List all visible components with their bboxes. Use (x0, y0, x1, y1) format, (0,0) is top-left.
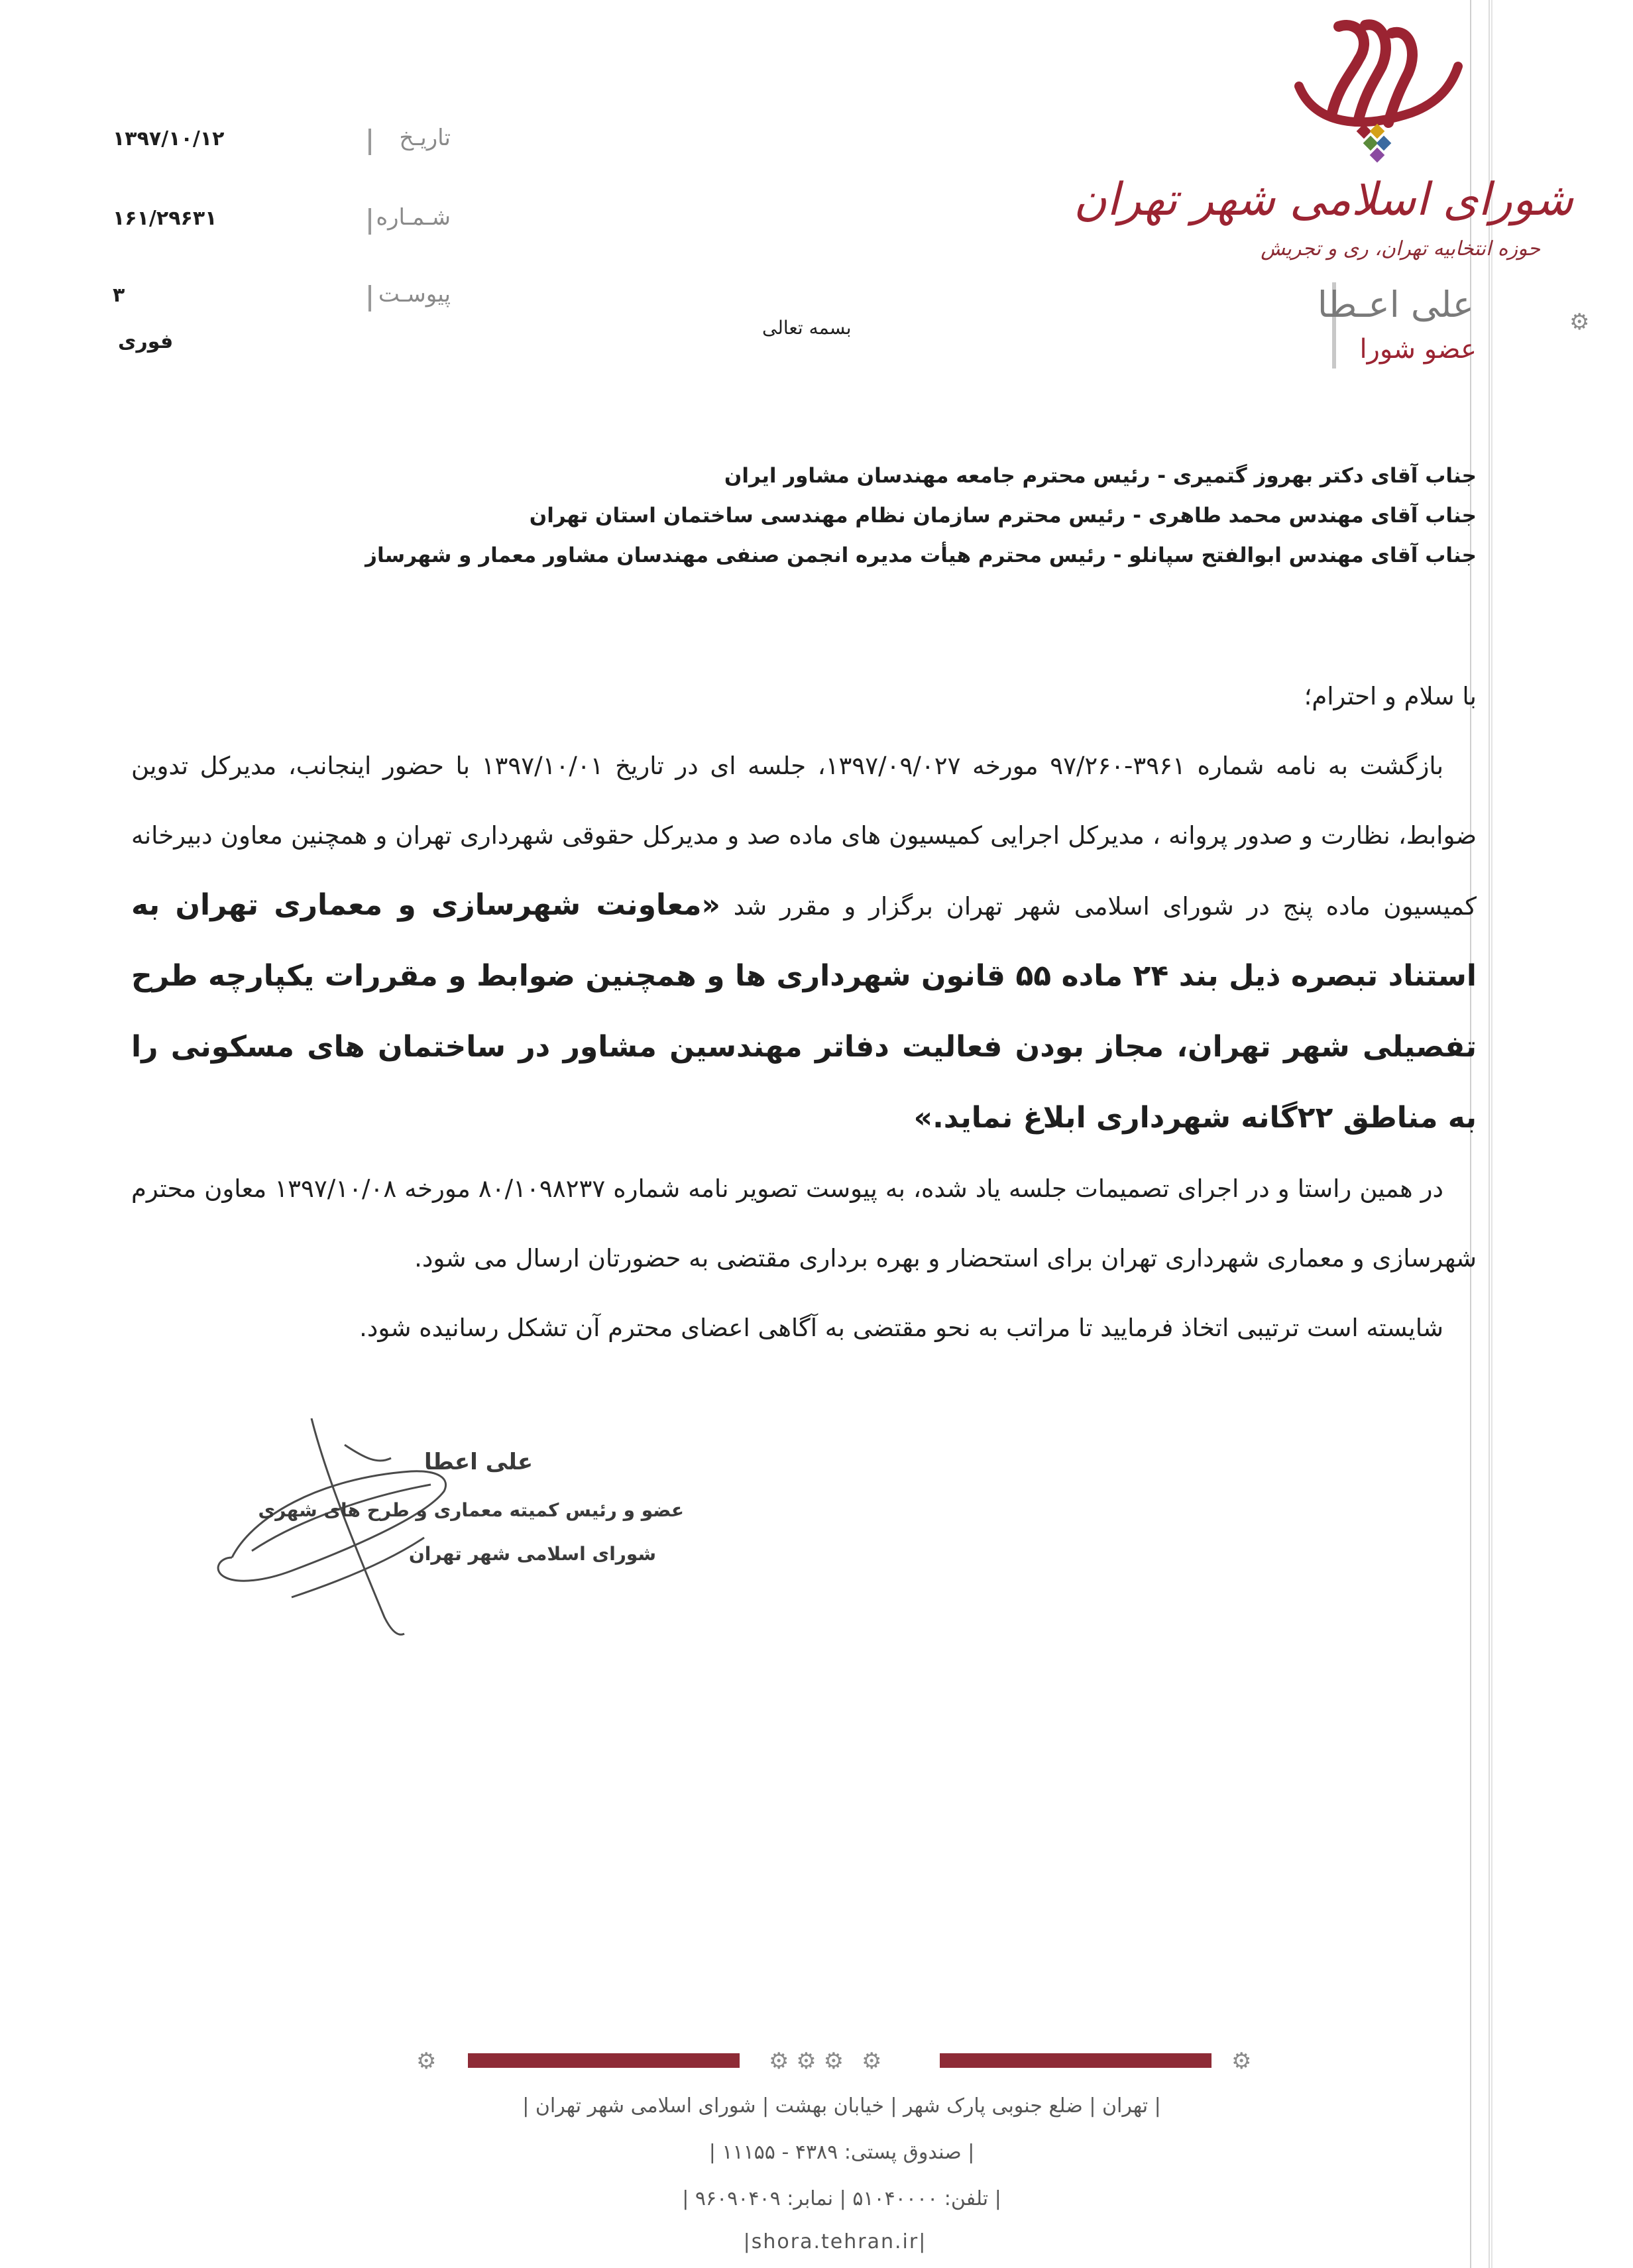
council-logo-icon (1259, 13, 1471, 172)
footer-phone: | تلفن: ۵۱۰۴۰۰۰۰ | نمابر: ۹۶۰۹۰۴۰۹ | (682, 2187, 1001, 2210)
scan-edge-line (1491, 0, 1492, 2268)
date-row (113, 125, 451, 164)
date-value: ۱۳۹۷/۱۰/۱۲ (113, 127, 225, 150)
paragraph-1-text: بازگشت به نامه شماره ۳۹۶۱-۹۷/۲۶۰ مورخه ۱۳۹۷/۰۹/۰۲۷، جلسه ای در تاریخ ۱۳۹۷/۱۰/۰۱ با حضور اینجانب، مدیرکل تدوین ضوابط، نظارت و صدور پروانه ، مدیرکل اجرایی کمیسیون های ماده صد و مدیرکل حقوقی شهرداری تهران و همچنین معاون دبیرخانه کمیسیون ماده پنج در شورای اسلامی شهر تهران برگزار و مقرر شد (131, 752, 1477, 921)
number-row (113, 204, 451, 244)
date-divider (368, 129, 371, 155)
recipient-line: جناب آقای مهندس ابوالفتح سپانلو - رئیس محترم هیأت مدیره انجمن صنفی مهندسان مشاور معمار و شهرساز (365, 543, 1477, 567)
gear-icon: ⚙ (862, 2048, 882, 2074)
date-label: تاریـخ (399, 125, 451, 151)
footer-po-box: | صندوق پستی: ۴۳۸۹ - ۱۱۱۵۵ | (708, 2141, 975, 2164)
attachment-row (113, 281, 451, 321)
urgency-label: فوری (118, 330, 174, 353)
gear-icon: ⚙ (1569, 309, 1590, 335)
attachment-label: پیوسـت (378, 281, 451, 308)
footer-address: | تهران | ضلع جنوبی پارک شهر | خیابان بهشت | شورای اسلامی شهر تهران | (522, 2094, 1161, 2118)
bismillah: بسمه تعالی (762, 317, 852, 339)
number-label: شـمـاره (376, 204, 451, 231)
gear-icon: ⚙ (416, 2048, 437, 2074)
gear-icon: ⚙ ⚙ ⚙ (769, 2048, 844, 2074)
paragraph-1 (131, 731, 1477, 1154)
district-label: حوزه انتخابیه تهران، ری و تجریش (1261, 237, 1540, 260)
paragraph-2: در همین راستا و در اجرای تصمیمات جلسه یاد شده، به پیوست تصویر نامه شماره ۸۰/۱۰۹۸۲۳۷ مورخه ۱۳۹۷/۱۰/۰۸ معاون محترم شهرسازی و معماری شهرداری تهران برای استحضار و بهره برداری مقتضی به حضورتان ارسال می شود. (131, 1174, 1477, 1273)
paragraph-1-decision: «معاونت شهرسازی و معماری تهران به استناد تبصره ذیل بند ۲۴ ماده ۵۵ قانون شهرداری ها و همچنین ضوابط و مقررات یکپارچه طرح تفصیلی شهر تهران، مجاز بودن فعالیت دفاتر مهندسین مشاور در ساختمان های مسکونی را به مناطق ۲۲گانه شهرداری ابلاغ نماید.» (131, 888, 1477, 1135)
number-divider (368, 208, 371, 235)
number-value: ۱۶۱/۲۹۶۳۱ (113, 207, 217, 230)
attachment-value: ۳ (113, 284, 125, 307)
letter-body (131, 661, 1477, 1363)
member-role: عضو شورا (1359, 334, 1477, 365)
signatory-title: عضو و رئیس کمیته معماری و طرح های شهری (258, 1499, 684, 1521)
recipient-line: جناب آقای مهندس محمد طاهری - رئیس محترم سازمان نظام مهندسی ساختمان استان تهران (529, 504, 1477, 528)
member-name: علی اعـطا (1317, 284, 1474, 325)
recipient-line: جناب آقای دکتر بهروز گتمیری - رئیس محترم جامعه مهندسان مشاور ایران (724, 464, 1477, 488)
gear-icon: ⚙ (1231, 2048, 1252, 2074)
greeting: با سلام و احترام؛ (1304, 682, 1477, 710)
signatory-name: علی اعطا (424, 1449, 534, 1475)
footer-bar (468, 2053, 740, 2068)
paragraph-3: شایسته است ترتیبی اتخاذ فرمایید تا مراتب به نحو مقتضی به آگاهی اعضای محترم آن تشکل رسانیده شود. (359, 1314, 1443, 1342)
council-name: شورای اسلامی شهر تهران (1074, 174, 1573, 226)
recipients-list (284, 456, 1477, 575)
signatory-org: شورای اسلامی شهر تهران (408, 1543, 656, 1565)
attachment-divider (368, 285, 371, 312)
footer-bar (940, 2053, 1211, 2068)
footer-website[interactable]: |shora.tehran.ir| (743, 2230, 927, 2253)
